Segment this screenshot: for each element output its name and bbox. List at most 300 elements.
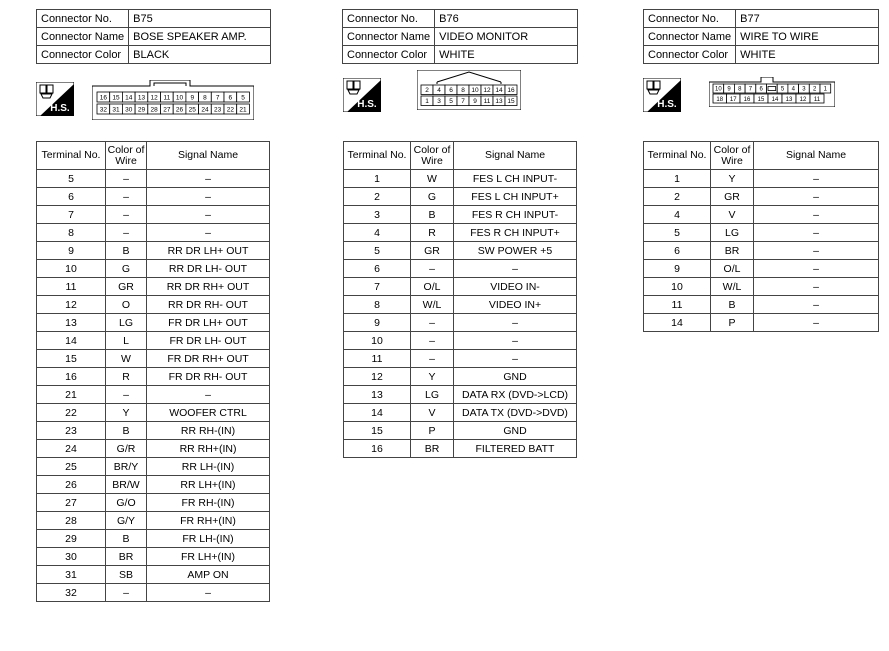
signal-name-cell: FILTERED BATT	[454, 440, 577, 458]
terminal-no-header: Terminal No.	[344, 142, 411, 170]
connector-b77	[643, 9, 879, 64]
pin-number: 4	[437, 87, 441, 95]
signal-name-cell: –	[754, 314, 879, 332]
signal-name-header: Signal Name	[754, 142, 879, 170]
info-label: Connector Color	[343, 46, 435, 64]
info-value: WIRE TO WIRE	[736, 28, 879, 46]
terminal-no-cell: 15	[37, 350, 106, 368]
signal-name-cell: –	[754, 224, 879, 242]
signal-name-cell: –	[754, 296, 879, 314]
wire-color-cell: W/L	[411, 296, 454, 314]
pin-number: 10	[715, 86, 722, 93]
info-value: VIDEO MONITOR	[435, 28, 578, 46]
info-row	[644, 46, 879, 64]
wire-color-cell: B	[411, 206, 454, 224]
table-row	[344, 278, 577, 296]
pin-number: 24	[201, 106, 209, 114]
pin-number: 11	[483, 98, 491, 106]
signal-name-cell: RR LH+(IN)	[147, 476, 270, 494]
wire-color-cell: R	[411, 224, 454, 242]
wire-color-cell: V	[711, 206, 754, 224]
color-of-wire-header: Color of Wire	[106, 142, 147, 170]
terminal-no-cell: 5	[344, 242, 411, 260]
signal-name-cell: –	[754, 206, 879, 224]
info-label: Connector Name	[644, 28, 736, 46]
table-row	[344, 206, 577, 224]
wire-color-cell: Y	[106, 404, 147, 422]
signal-name-cell: VIDEO IN+	[454, 296, 577, 314]
signal-name-header: Signal Name	[454, 142, 577, 170]
hs-symbol-icon	[643, 78, 681, 117]
wire-color-cell: G	[411, 188, 454, 206]
wire-color-cell: P	[411, 422, 454, 440]
connector-b75	[36, 9, 271, 64]
wire-color-cell: W	[106, 350, 147, 368]
terminal-no-cell: 26	[37, 476, 106, 494]
terminal-no-cell: 12	[37, 296, 106, 314]
signal-name-cell: AMP ON	[147, 566, 270, 584]
wire-color-cell: B	[106, 530, 147, 548]
terminal-no-cell: 5	[37, 170, 106, 188]
table-row	[37, 296, 270, 314]
terminal-no-cell: 27	[37, 494, 106, 512]
pin-number: 13	[785, 96, 793, 103]
terminal-no-cell: 10	[344, 332, 411, 350]
connector-info-table	[36, 9, 271, 64]
signal-name-cell: FES L CH INPUT+	[454, 188, 577, 206]
wire-color-cell: BR/W	[106, 476, 147, 494]
signal-name-cell: RR RH-(IN)	[147, 422, 270, 440]
terminal-no-cell: 29	[37, 530, 106, 548]
signal-name-cell: FR LH-(IN)	[147, 530, 270, 548]
pin-number: 26	[175, 106, 184, 114]
terminal-no-cell: 6	[344, 260, 411, 278]
terminal-no-cell: 25	[37, 458, 106, 476]
pin-number: 14	[771, 96, 779, 103]
pin-number: 6	[449, 87, 453, 95]
terminal-no-cell: 1	[644, 170, 711, 188]
table-row	[344, 332, 577, 350]
table-row	[344, 368, 577, 386]
signal-name-cell: SW POWER +5	[454, 242, 577, 260]
signal-name-cell: –	[454, 332, 577, 350]
wire-color-cell: LG	[106, 314, 147, 332]
table-row	[37, 224, 270, 242]
table-row	[37, 584, 270, 602]
pin-number: 11	[813, 96, 821, 103]
signal-name-cell: FR RH+(IN)	[147, 512, 270, 530]
hs-symbol-icon	[343, 78, 381, 117]
pin-number: 14	[125, 94, 133, 102]
info-label: Connector Name	[343, 28, 435, 46]
wire-color-cell: G	[106, 260, 147, 278]
info-label: Connector No.	[644, 10, 736, 28]
wire-color-cell: O	[106, 296, 147, 314]
terminal-no-header: Terminal No.	[37, 142, 106, 170]
table-row	[344, 386, 577, 404]
signal-name-cell: DATA RX (DVD->LCD)	[454, 386, 577, 404]
signal-name-cell: –	[147, 224, 270, 242]
hs-label: H.S.	[357, 99, 377, 110]
terminal-no-cell: 11	[37, 278, 106, 296]
pin-number: 2	[425, 87, 429, 95]
signal-name-cell: FR LH+(IN)	[147, 548, 270, 566]
terminal-no-cell: 22	[37, 404, 106, 422]
wire-color-cell: B	[711, 296, 754, 314]
table-row	[644, 242, 879, 260]
wire-color-cell: –	[411, 332, 454, 350]
connector-face-b77	[709, 77, 835, 112]
signal-name-cell: FR DR LH- OUT	[147, 332, 270, 350]
pin-number: 18	[716, 96, 724, 103]
pin-number: 7	[461, 98, 465, 106]
table-row	[644, 296, 879, 314]
terminal-no-cell: 13	[37, 314, 106, 332]
info-value: B75	[129, 10, 271, 28]
terminal-no-cell: 4	[644, 206, 711, 224]
signal-name-header: Signal Name	[147, 142, 270, 170]
info-row	[644, 28, 879, 46]
signal-name-cell: FR DR RH- OUT	[147, 368, 270, 386]
wire-color-cell: B	[106, 422, 147, 440]
table-row	[344, 314, 577, 332]
table-row	[37, 512, 270, 530]
signal-name-cell: –	[147, 386, 270, 404]
table-row	[37, 404, 270, 422]
terminal-no-cell: 32	[37, 584, 106, 602]
signal-name-cell: –	[754, 188, 879, 206]
pin-number: 32	[99, 106, 107, 114]
connector-info-table	[342, 9, 578, 64]
pin-number: 21	[239, 106, 247, 114]
info-row	[644, 10, 879, 28]
terminal-no-cell: 8	[344, 296, 411, 314]
info-value: B76	[435, 10, 578, 28]
signal-name-cell: GND	[454, 368, 577, 386]
table-row	[644, 206, 879, 224]
wire-color-cell: LG	[711, 224, 754, 242]
table-header-row	[344, 142, 577, 170]
table-row	[344, 404, 577, 422]
terminal-no-cell: 9	[344, 314, 411, 332]
terminal-table-b77	[643, 141, 879, 332]
table-row	[344, 422, 577, 440]
pin-number: 15	[507, 98, 515, 106]
table-row	[344, 350, 577, 368]
table-row	[37, 476, 270, 494]
pin-number: 8	[203, 94, 207, 102]
wire-color-cell: –	[411, 350, 454, 368]
pin-number: 27	[163, 106, 171, 114]
table-row	[37, 440, 270, 458]
wire-color-cell: –	[411, 260, 454, 278]
table-header-row	[37, 142, 270, 170]
signal-name-cell: FR DR RH+ OUT	[147, 350, 270, 368]
info-value: B77	[736, 10, 879, 28]
pin-number: 5	[241, 94, 245, 102]
signal-name-cell: –	[754, 278, 879, 296]
connector-b76	[342, 9, 578, 64]
terminal-no-cell: 9	[37, 242, 106, 260]
pin-number: 10	[471, 87, 479, 95]
table-row	[37, 242, 270, 260]
terminal-no-cell: 10	[37, 260, 106, 278]
color-of-wire-header: Color of Wire	[711, 142, 754, 170]
terminal-no-cell: 24	[37, 440, 106, 458]
table-row	[644, 188, 879, 206]
table-row	[37, 422, 270, 440]
terminal-no-cell: 12	[344, 368, 411, 386]
table-row	[37, 548, 270, 566]
pin-number: 17	[729, 96, 737, 103]
wire-color-cell: P	[711, 314, 754, 332]
table-row	[344, 296, 577, 314]
table-row	[644, 224, 879, 242]
signal-name-cell: –	[147, 170, 270, 188]
table-row	[344, 440, 577, 458]
terminal-no-cell: 8	[37, 224, 106, 242]
pin-number: 30	[125, 106, 133, 114]
terminal-no-cell: 9	[644, 260, 711, 278]
lock-tab-icon	[768, 87, 776, 91]
pin-number: 22	[226, 106, 234, 114]
wire-color-cell: G/O	[106, 494, 147, 512]
signal-name-cell: –	[454, 314, 577, 332]
signal-name-cell: –	[147, 206, 270, 224]
wire-color-cell: Y	[711, 170, 754, 188]
info-label: Connector No.	[343, 10, 435, 28]
signal-name-cell: RR DR LH- OUT	[147, 260, 270, 278]
wire-color-cell: –	[106, 224, 147, 242]
terminal-no-cell: 14	[344, 404, 411, 422]
terminal-no-cell: 3	[344, 206, 411, 224]
info-row	[343, 46, 578, 64]
signal-name-cell: WOOFER CTRL	[147, 404, 270, 422]
table-row	[37, 494, 270, 512]
terminal-no-cell: 4	[344, 224, 411, 242]
signal-name-cell: –	[754, 170, 879, 188]
color-of-wire-header: Color of Wire	[411, 142, 454, 170]
pin-number: 13	[137, 94, 146, 102]
terminal-no-cell: 2	[644, 188, 711, 206]
wire-color-cell: W	[411, 170, 454, 188]
wire-color-cell: –	[411, 314, 454, 332]
pin-number: 12	[150, 94, 158, 102]
signal-name-cell: –	[754, 260, 879, 278]
signal-name-cell: RR DR RH- OUT	[147, 296, 270, 314]
pin-number: 10	[175, 94, 184, 102]
pin-number: 3	[437, 98, 441, 106]
signal-name-cell: FES R CH INPUT-	[454, 206, 577, 224]
pin-number: 2	[812, 86, 817, 93]
signal-name-cell: DATA TX (DVD->DVD)	[454, 404, 577, 422]
table-row	[644, 314, 879, 332]
signal-name-cell: FES R CH INPUT+	[454, 224, 577, 242]
terminal-no-cell: 16	[344, 440, 411, 458]
terminal-no-cell: 23	[37, 422, 106, 440]
terminal-no-cell: 6	[37, 188, 106, 206]
pin-number: 16	[99, 94, 107, 102]
table-row	[344, 170, 577, 188]
table-row	[37, 566, 270, 584]
pin-number: 14	[495, 87, 503, 95]
wire-color-cell: –	[106, 386, 147, 404]
pin-number: 9	[190, 94, 195, 102]
wire-color-cell: BR	[711, 242, 754, 260]
info-value: BLACK	[129, 46, 271, 64]
table-row	[644, 260, 879, 278]
signal-name-cell: VIDEO IN-	[454, 278, 577, 296]
pin-number: 12	[483, 87, 491, 95]
pin-number: 3	[802, 86, 806, 93]
terminal-no-cell: 28	[37, 512, 106, 530]
wire-color-cell: BR/Y	[106, 458, 147, 476]
signal-name-cell: GND	[454, 422, 577, 440]
wire-color-cell: V	[411, 404, 454, 422]
terminal-no-cell: 14	[37, 332, 106, 350]
info-label: Connector Color	[37, 46, 129, 64]
wire-color-cell: G/R	[106, 440, 147, 458]
table-row	[344, 224, 577, 242]
info-row	[37, 10, 271, 28]
pin-number: 23	[214, 106, 222, 114]
pin-number: 25	[188, 106, 196, 114]
table-row	[37, 188, 270, 206]
wire-color-cell: –	[106, 170, 147, 188]
info-value: WHITE	[435, 46, 578, 64]
pin-number: 13	[495, 98, 503, 106]
pin-number: 8	[461, 87, 465, 95]
pin-number: 28	[150, 106, 158, 114]
terminal-no-cell: 31	[37, 566, 106, 584]
pin-number: 1	[823, 86, 828, 93]
wire-color-cell: Y	[411, 368, 454, 386]
signal-name-cell: RR RH+(IN)	[147, 440, 270, 458]
pin-number: 29	[137, 106, 146, 114]
signal-name-cell: RR DR LH+ OUT	[147, 242, 270, 260]
wire-color-cell: LG	[411, 386, 454, 404]
pin-number: 7	[748, 86, 753, 93]
wire-color-cell: GR	[106, 278, 147, 296]
signal-name-cell: –	[454, 260, 577, 278]
terminal-no-cell: 10	[644, 278, 711, 296]
pin-number: 15	[757, 96, 765, 103]
pin-number: 1	[425, 98, 429, 106]
table-row	[37, 278, 270, 296]
terminal-no-cell: 5	[644, 224, 711, 242]
wire-color-cell: GR	[711, 188, 754, 206]
pin-number: 16	[743, 96, 751, 103]
pin-number: 4	[791, 86, 795, 93]
info-label: Connector No.	[37, 10, 129, 28]
signal-name-cell: –	[147, 188, 270, 206]
connector-info-table	[643, 9, 879, 64]
table-header-row	[644, 142, 879, 170]
pin-number: 8	[738, 86, 742, 93]
pin-number: 12	[799, 96, 807, 103]
table-row	[344, 188, 577, 206]
wire-color-cell: W/L	[711, 278, 754, 296]
terminal-no-cell: 14	[644, 314, 711, 332]
signal-name-cell: FR DR LH+ OUT	[147, 314, 270, 332]
hs-label: H.S.	[50, 103, 70, 114]
pin-number: 9	[727, 86, 731, 93]
terminal-no-cell: 7	[37, 206, 106, 224]
table-row	[37, 350, 270, 368]
terminal-table-b76	[343, 141, 577, 458]
table-row	[37, 368, 270, 386]
signal-name-cell: –	[147, 584, 270, 602]
terminal-no-cell: 2	[344, 188, 411, 206]
info-value: WHITE	[736, 46, 879, 64]
terminal-table-b75	[36, 141, 270, 602]
table-row	[644, 170, 879, 188]
table-row	[37, 332, 270, 350]
hs-symbol-icon	[36, 82, 74, 121]
info-row	[343, 10, 578, 28]
terminal-no-cell: 15	[344, 422, 411, 440]
wire-color-cell: SB	[106, 566, 147, 584]
signal-name-cell: RR DR RH+ OUT	[147, 278, 270, 296]
info-value: BOSE SPEAKER AMP.	[129, 28, 271, 46]
wire-color-cell: R	[106, 368, 147, 386]
table-row	[37, 314, 270, 332]
wire-color-cell: BR	[411, 440, 454, 458]
info-row	[343, 28, 578, 46]
signal-name-cell: FES L CH INPUT-	[454, 170, 577, 188]
wire-color-cell: GR	[411, 242, 454, 260]
info-label: Connector Color	[644, 46, 736, 64]
wire-color-cell: G/Y	[106, 512, 147, 530]
table-row	[37, 206, 270, 224]
pin-number: 31	[112, 106, 120, 114]
table-row	[344, 242, 577, 260]
table-row	[37, 530, 270, 548]
table-row	[344, 260, 577, 278]
wire-color-cell: O/L	[711, 260, 754, 278]
hs-label: H.S.	[657, 99, 677, 110]
pin-number: 9	[473, 98, 477, 106]
terminal-no-cell: 13	[344, 386, 411, 404]
table-row	[37, 386, 270, 404]
pin-number: 7	[215, 94, 220, 102]
wire-color-cell: BR	[106, 548, 147, 566]
terminal-no-cell: 11	[344, 350, 411, 368]
wire-color-cell: –	[106, 188, 147, 206]
terminal-no-cell: 16	[37, 368, 106, 386]
info-row	[37, 46, 271, 64]
info-row	[37, 28, 271, 46]
pin-number: 5	[449, 98, 453, 106]
connector-face-b76	[417, 70, 521, 115]
signal-name-cell: RR LH-(IN)	[147, 458, 270, 476]
pin-number: 6	[228, 94, 233, 102]
table-row	[644, 278, 879, 296]
pin-number: 11	[163, 94, 171, 102]
pin-number: 6	[759, 86, 763, 93]
table-row	[37, 170, 270, 188]
pin-number: 15	[112, 94, 120, 102]
connector-face-b75	[92, 80, 254, 125]
signal-name-cell: –	[454, 350, 577, 368]
wire-color-cell: L	[106, 332, 147, 350]
terminal-no-cell: 11	[644, 296, 711, 314]
wire-color-cell: O/L	[411, 278, 454, 296]
pin-number: 5	[780, 86, 785, 93]
signal-name-cell: FR RH-(IN)	[147, 494, 270, 512]
table-row	[37, 260, 270, 278]
terminal-no-cell: 7	[344, 278, 411, 296]
